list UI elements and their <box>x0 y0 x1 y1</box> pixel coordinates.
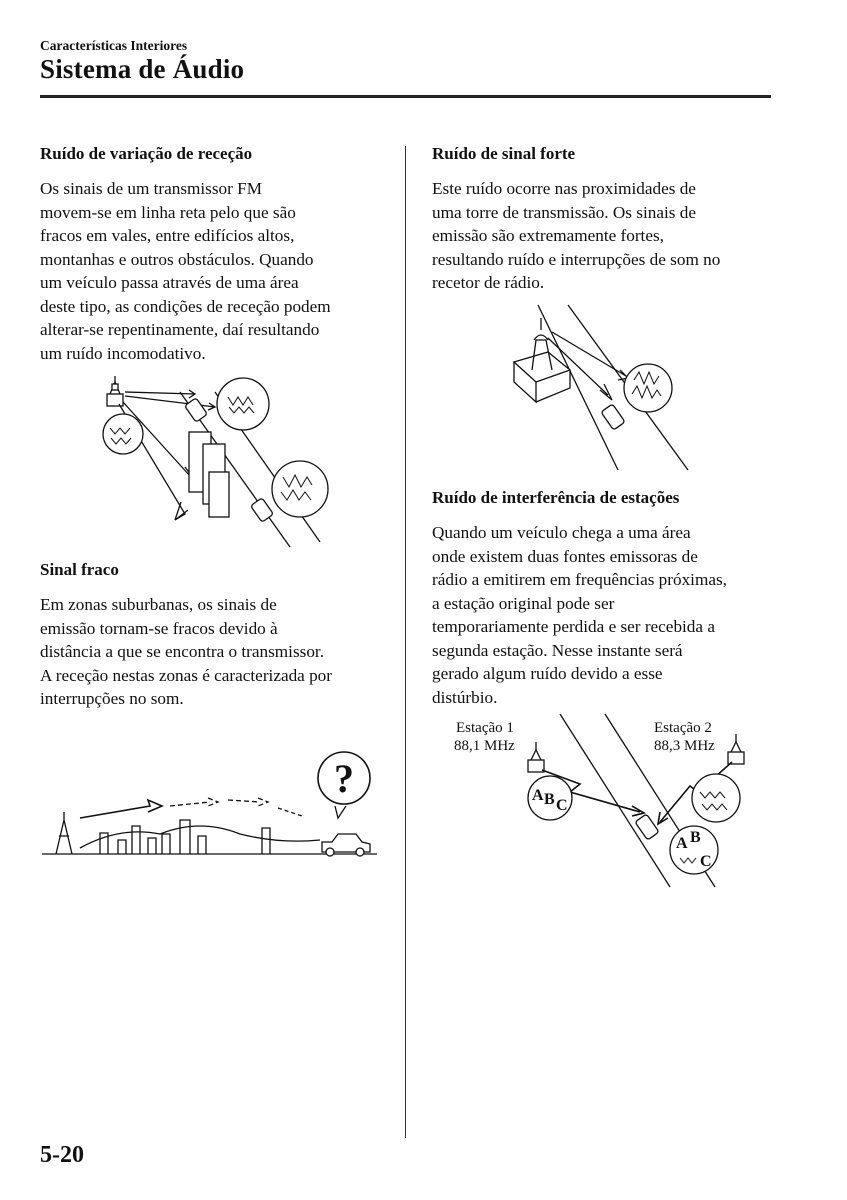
text-line: um veículo passa através de uma área <box>40 273 299 292</box>
reception-variation-illustration <box>95 372 335 550</box>
text-line: onde existem duas fontes emissoras de <box>432 546 698 566</box>
text-line: emissão são extremamente fortes, <box>432 226 664 245</box>
page-title: Sistema de Áudio <box>40 54 245 84</box>
text-line: Em zonas suburbanas, os sinais de <box>40 595 277 614</box>
text-line: deste tipo, as condições de receção podem <box>40 296 331 316</box>
text-line: distúrbio. <box>432 687 498 707</box>
heading-strong-signal: Ruído de sinal forte <box>432 144 576 163</box>
page-number: 5-20 <box>40 1142 84 1168</box>
text-line: temporariamente perdida e ser recebida a <box>432 617 715 636</box>
column-divider <box>405 146 406 1138</box>
station-1-label: Estação 1 <box>456 720 514 736</box>
text-line: uma torre de transmissão. Os sinais de <box>432 202 696 222</box>
bubble-2-letter-b: B <box>690 829 701 846</box>
bubble-2-letter-a: A <box>676 835 688 852</box>
paragraph-weak-signal <box>40 593 395 711</box>
paragraph-station-interference <box>432 521 777 709</box>
bubble-2-letter-c: C <box>700 853 712 870</box>
text-line: Os sinais de um transmissor FM <box>40 179 263 198</box>
text-line: rádio a emitirem em frequências próximas, <box>432 570 727 589</box>
text-line: gerado algum ruído devido a esse <box>432 664 663 683</box>
text-line: a estação original pode ser <box>432 593 615 613</box>
text-line: um ruído incomodativo. <box>40 343 206 363</box>
text-line: Este ruído ocorre nas proximidades de <box>432 179 696 198</box>
text-line: recetor de rádio. <box>432 273 545 292</box>
question-mark-icon: ? <box>334 756 354 801</box>
text-line: A receção nestas zonas é caracterizada por <box>40 665 333 685</box>
text-line: alterar-se repentinamente, daí resultando <box>40 320 320 339</box>
station-2-label: Estação 2 <box>654 720 712 736</box>
text-line: interrupções no som. <box>40 689 184 708</box>
text-line: movem-se em linha reta pelo que são <box>40 202 296 222</box>
station-2-frequency: 88,3 MHz <box>654 738 715 754</box>
heading-reception-variation: Ruído de variação de receção <box>40 144 253 163</box>
station-1-frequency: 88,1 MHz <box>454 738 515 754</box>
station-interference-illustration <box>450 712 760 892</box>
text-line: fracos em vales, entre edifícios altos, <box>40 226 295 245</box>
bubble-1-letter-c: C <box>556 797 568 814</box>
paragraph-strong-signal <box>432 177 777 295</box>
text-line: distância a que se encontra o transmissor. <box>40 642 324 661</box>
header-rule <box>40 95 771 98</box>
heading-weak-signal: Sinal fraco <box>40 560 119 579</box>
paragraph-reception-variation <box>40 177 395 365</box>
bubble-1-letter-b: B <box>544 791 555 808</box>
text-line: segunda estação. Nesse instante será <box>432 640 683 660</box>
section-label: Características Interiores <box>40 38 188 53</box>
text-line: montanhas e outros obstáculos. Quando <box>40 249 314 269</box>
heading-station-interference: Ruído de interferência de estações <box>432 488 680 507</box>
text-line: emissão tornam-se fracos devido à <box>40 618 278 638</box>
text-line: resultando ruído e interrupções de som no <box>432 249 721 269</box>
weak-signal-illustration <box>40 748 380 860</box>
text-line: Quando um veículo chega a uma área <box>432 523 691 542</box>
bubble-1-letter-a: A <box>532 787 544 804</box>
strong-signal-illustration <box>508 300 698 475</box>
